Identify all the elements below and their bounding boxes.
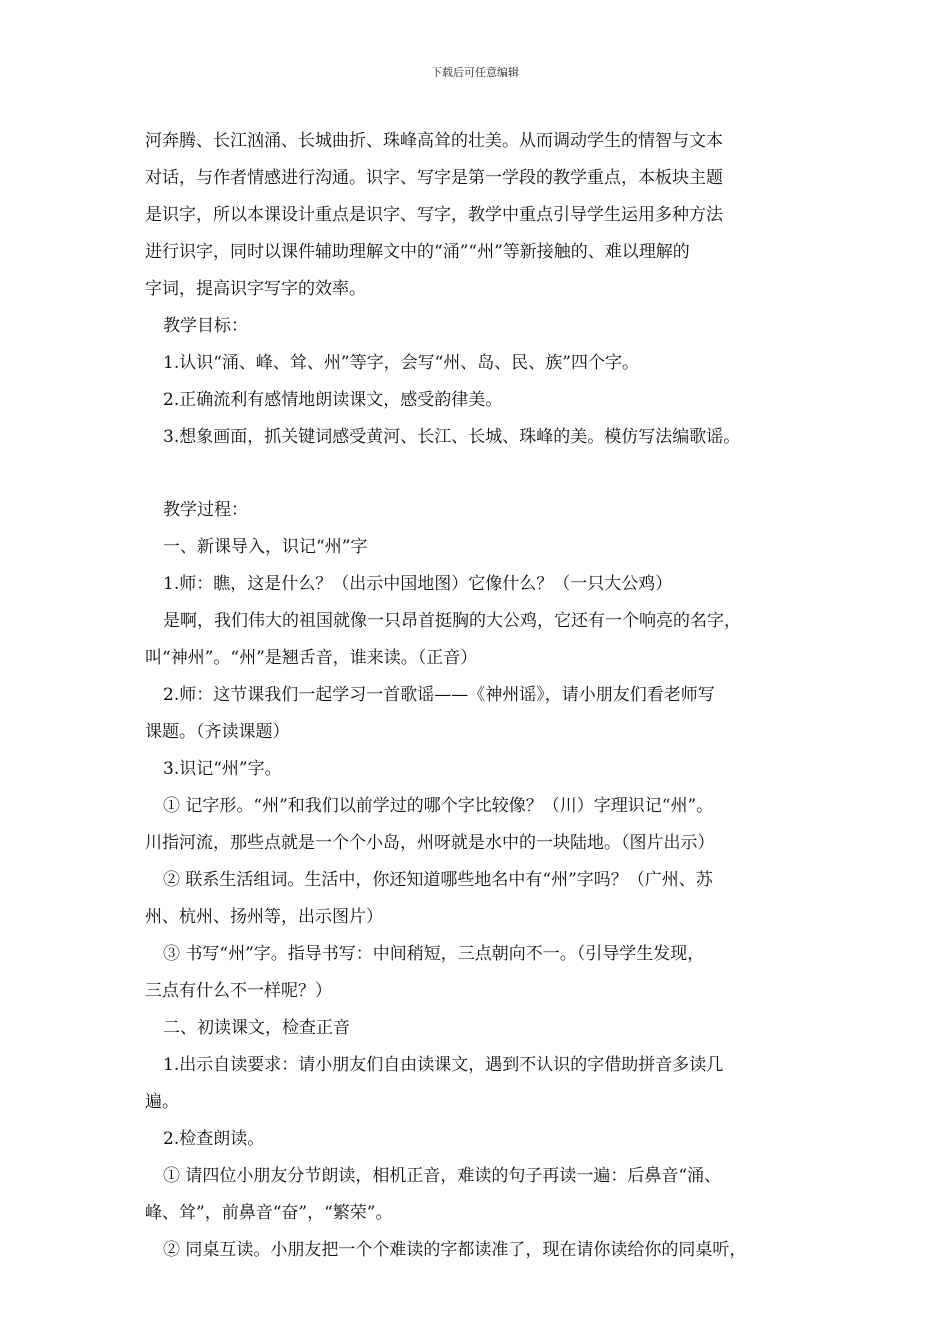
paragraph-line: ② 同桌互读。小朋友把一个个难读的字都读准了，现在请你读给你的同桌听， — [163, 1240, 747, 1260]
paragraph-line: 是啊，我们伟大的祖国就像一只昂首挺胸的大公鸡，它还有一个响亮的名字， — [163, 611, 741, 631]
objective-item: 1.认识“涌、峰、耸、州”等字，会写“州、岛、民、族”四个字。 — [163, 353, 639, 373]
paragraph-line: 峰、耸”，前鼻音“奋”，“繁荣”。 — [145, 1203, 393, 1223]
page-header: 下载后可任意编辑 — [431, 66, 519, 79]
paragraph-line: 3.识记“州”字。 — [163, 759, 282, 779]
paragraph-line: 字词，提高识字写字的效率。 — [145, 279, 366, 299]
paragraph-line: 对话，与作者情感进行沟通。识字、写字是第一学段的教学重点，本板块主题 — [145, 168, 723, 188]
paragraph-line: 三点有什么不一样呢？） — [145, 981, 332, 1001]
paragraph-line: ② 联系生活组词。生活中，你还知道哪些地名中有“州”字吗？（广州、苏 — [163, 870, 713, 890]
paragraph-line: 进行识字，同时以课件辅助理解文中的“涌”“州”等新接触的、难以理解的 — [145, 242, 690, 262]
paragraph-gap — [145, 456, 825, 492]
paragraph-line: 1.出示自读要求：请小朋友们自由读课文，遇到不认识的字借助拼音多读几 — [163, 1055, 724, 1075]
paragraph-line: 2.师：这节课我们一起学习一首歌谣——《神州谣》，请小朋友们看老师写 — [163, 685, 715, 705]
section-subheading: 一、新课导入，识记“州”字 — [163, 537, 368, 557]
paragraph-line: 川指河流，那些点就是一个个小岛，州呀就是水中的一块陆地。（图片出示） — [145, 833, 715, 853]
paragraph-line: 1.师：瞧，这是什么？（出示中国地图）它像什么？（一只大公鸡） — [163, 574, 673, 594]
section-heading-objectives: 教学目标： — [163, 316, 248, 336]
document-body — [145, 123, 825, 1269]
paragraph-line: 河奔腾、长江汹涌、长城曲折、珠峰高耸的壮美。从而调动学生的情智与文本 — [145, 131, 723, 151]
paragraph-line: 2.检查朗读。 — [163, 1129, 265, 1149]
paragraph-line: 是识字，所以本课设计重点是识字、写字，教学中重点引导学生运用多种方法 — [145, 205, 723, 225]
paragraph-line: ③ 书写“州”字。指导书写：中间稍短，三点朝向不一。（引导学生发现， — [163, 944, 705, 964]
paragraph-line: 遍。 — [145, 1092, 179, 1112]
paragraph-line: 州、杭州、扬州等，出示图片） — [145, 907, 383, 927]
section-heading-process: 教学过程： — [163, 500, 248, 520]
paragraph-line: ① 请四位小朋友分节朗读，相机正音，难读的句子再读一遍：后鼻音“涌、 — [163, 1166, 722, 1186]
paragraph-line: 叫“神州”。“州”是翘舌音，谁来读。（正音） — [145, 648, 478, 668]
section-subheading: 二、初读课文，检查正音 — [163, 1018, 350, 1038]
objective-item: 2.正确流利有感情地朗读课文，感受韵律美。 — [163, 390, 503, 410]
paragraph-line: 课题。（齐读课题） — [145, 722, 290, 742]
paragraph-line: ① 记字形。“州”和我们以前学过的哪个字比较像？（川）字理识记“州”。 — [163, 796, 714, 816]
objective-item: 3.想象画面，抓关键词感受黄河、长江、长城、珠峰的美。模仿写法编歌谣。 — [163, 427, 741, 447]
